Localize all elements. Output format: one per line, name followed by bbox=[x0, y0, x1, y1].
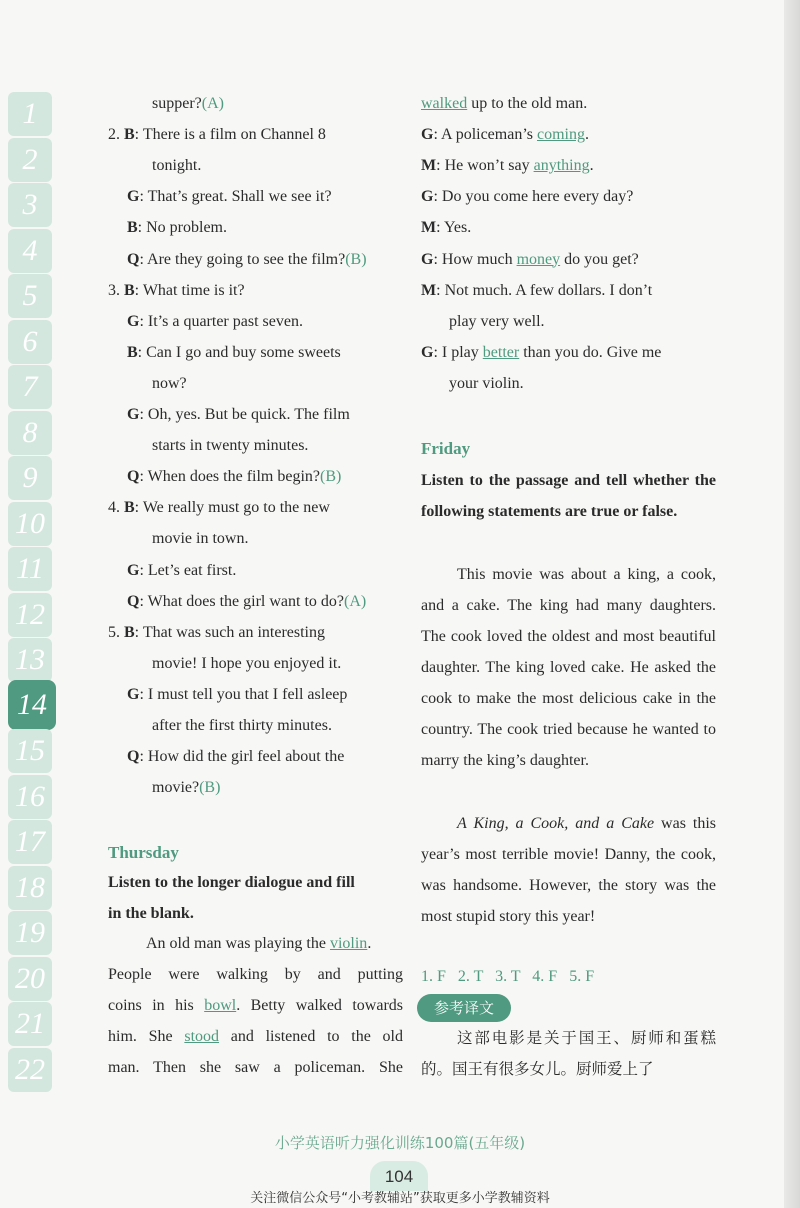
dialogue-text: When does the film begin? bbox=[147, 468, 320, 486]
dialogue-text: your violin. bbox=[449, 374, 524, 392]
dialogue-text: How did the girl feel about the bbox=[147, 748, 345, 766]
unit-tab-5[interactable]: 5 bbox=[8, 274, 52, 318]
passage-line bbox=[108, 997, 403, 1015]
item-number: 5. bbox=[108, 623, 120, 641]
dialogue-line: B: No problem. bbox=[127, 219, 227, 237]
speaker-label: G bbox=[421, 188, 434, 206]
translation-text: 这部电影是关于国王、厨师和蛋糕的。国王有很多女儿。厨师爱上了 bbox=[421, 1029, 716, 1078]
dialogue-line: 4. B: We really must go to the new bbox=[108, 499, 330, 517]
dialogue-text: . bbox=[585, 126, 589, 144]
dialogue-text: I must tell you that I fell asleep bbox=[147, 685, 348, 703]
dialogue-text: Oh, yes. But be quick. The film bbox=[147, 406, 350, 423]
passage-text: People were walking by and putting bbox=[108, 966, 403, 983]
dialogue-line: Q: Are they going to see the film?(B) bbox=[127, 250, 367, 268]
dialogue-line bbox=[152, 779, 220, 797]
filled-blank: anything bbox=[533, 157, 590, 175]
unit-tab-strip bbox=[8, 92, 56, 1092]
dialogue-text: There is a film on Channel 8 bbox=[142, 126, 326, 144]
dialogue-line bbox=[152, 95, 224, 113]
passage-line bbox=[108, 1028, 403, 1046]
answer-choice: (A) bbox=[344, 592, 367, 610]
passage-line bbox=[108, 966, 403, 984]
speaker-label: G bbox=[421, 343, 434, 361]
passage-line bbox=[108, 1059, 403, 1077]
dialogue-text: than you do. Give me bbox=[519, 343, 662, 361]
speaker-label: G bbox=[421, 250, 434, 268]
dialogue-text: How much bbox=[441, 250, 517, 268]
dialogue-text: Do you come here every day? bbox=[441, 188, 634, 206]
dialogue-line: G: It’s a quarter past seven. bbox=[127, 312, 303, 330]
dialogue-line: G: Do you come here every day? bbox=[421, 188, 634, 206]
dialogue-line: G: I must tell you that I fell asleep bbox=[127, 685, 348, 703]
unit-tab-1[interactable]: 1 bbox=[8, 92, 52, 136]
dialogue-line bbox=[449, 313, 545, 331]
unit-tab-4[interactable]: 4 bbox=[8, 229, 52, 273]
unit-tab-11[interactable]: 11 bbox=[8, 547, 52, 591]
dialogue-text: What does the girl want to do? bbox=[147, 592, 344, 610]
passage-text: An old man was playing the bbox=[146, 935, 330, 952]
dialogue-text: do you get? bbox=[560, 250, 639, 268]
dialogue-text: Are they going to see the film? bbox=[147, 250, 346, 268]
filled-blank: coming bbox=[537, 126, 585, 144]
speaker-label: M bbox=[421, 281, 437, 299]
speaker-label: Q bbox=[127, 468, 140, 486]
filled-blank: walked bbox=[421, 95, 468, 112]
dialogue-text: play very well. bbox=[449, 312, 545, 330]
dialogue-line bbox=[152, 437, 308, 455]
unit-tab-19[interactable]: 19 bbox=[8, 911, 52, 955]
dialogue-line: G: That’s great. Shall we see it? bbox=[127, 188, 332, 206]
speaker-label: G bbox=[127, 312, 140, 330]
dialogue-text: Let’s eat first. bbox=[147, 561, 237, 579]
answer-choice: (B) bbox=[199, 779, 221, 797]
speaker-label: Q bbox=[127, 250, 140, 268]
answer-choice: (A) bbox=[201, 95, 224, 112]
unit-tab-8[interactable]: 8 bbox=[8, 411, 52, 455]
dialogue-line: M: Yes. bbox=[421, 219, 472, 237]
dialogue-line: Q: What does the girl want to do?(A) bbox=[127, 592, 367, 610]
dialogue-text: That’s great. Shall we see it? bbox=[147, 188, 332, 206]
unit-tab-6[interactable]: 6 bbox=[8, 320, 52, 364]
thursday-heading: Thursday bbox=[108, 843, 179, 862]
dialogue-text: We really must go to the new bbox=[142, 499, 330, 517]
passage-text: . bbox=[367, 935, 372, 952]
unit-tab-12[interactable]: 12 bbox=[8, 593, 52, 637]
unit-tab-9[interactable]: 9 bbox=[8, 456, 52, 500]
dialogue-line bbox=[449, 375, 524, 393]
filled-blank: better bbox=[482, 343, 520, 361]
speaker-label: G bbox=[127, 685, 140, 703]
dialogue-text: No problem. bbox=[146, 219, 227, 237]
dialogue-text: A policeman’s bbox=[441, 126, 537, 144]
dialogue-line bbox=[152, 530, 248, 548]
page-edge bbox=[784, 0, 800, 1208]
answer-choice: (B) bbox=[345, 250, 367, 268]
dialogue-line: G: Let’s eat first. bbox=[127, 561, 237, 579]
dialogue-text: Not much. A few dollars. I don’t bbox=[444, 281, 653, 299]
dialogue-line: G: How much money do you get? bbox=[421, 250, 639, 268]
passage-text: . Betty walked towards bbox=[236, 997, 403, 1014]
speaker-label: G bbox=[127, 188, 140, 206]
unit-tab-15[interactable]: 15 bbox=[8, 729, 52, 773]
filled-blank: money bbox=[516, 250, 561, 268]
dialogue-text: It’s a quarter past seven. bbox=[147, 312, 303, 330]
footer-note: 关注微信公众号“小考教辅站”获取更多小学教辅资料 bbox=[250, 1191, 550, 1206]
dialogue-line: Q: When does the film begin?(B) bbox=[127, 468, 342, 486]
answer-key: 1. F 2. T 3. T 4. F 5. F bbox=[421, 968, 595, 985]
speaker-label: M bbox=[421, 157, 437, 175]
friday-instruction: Listen to the passage and tell whether the following statements are true or false. bbox=[421, 472, 716, 520]
dialogue-line bbox=[421, 95, 587, 113]
dialogue-line: G: A policeman’s coming. bbox=[421, 126, 589, 144]
filled-blank: bowl bbox=[204, 997, 237, 1014]
dialogue-line: 2. B: There is a film on Channel 8 bbox=[108, 126, 326, 144]
friday-passage-2 bbox=[421, 808, 716, 932]
dialogue-text: supper? bbox=[152, 95, 202, 112]
dialogue-line bbox=[152, 655, 341, 673]
page-number: 104 bbox=[370, 1161, 428, 1191]
speaker-label: Q bbox=[127, 592, 140, 610]
speaker-label: B bbox=[124, 623, 135, 641]
speaker-label: G bbox=[127, 561, 140, 579]
speaker-label: G bbox=[421, 126, 434, 144]
speaker-label: Q bbox=[127, 748, 140, 766]
dialogue-text: movie? bbox=[152, 779, 200, 797]
dialogue-text: tonight. bbox=[152, 157, 202, 175]
dialogue-line: G: I play better than you do. Give me bbox=[421, 343, 662, 361]
book-title: 小学英语听力强化训练100篇(五年级) bbox=[274, 1134, 526, 1152]
speaker-label: B bbox=[124, 281, 135, 299]
dialogue-line: M: Not much. A few dollars. I don’t bbox=[421, 281, 653, 299]
friday-heading: Friday bbox=[421, 439, 471, 458]
friday-passage-2-text: was this year’s most terrible movie! Danny, the cook, was handsome. However, the story was the most stupid story this year! bbox=[421, 815, 716, 925]
passage-text: coins in his bbox=[108, 997, 205, 1014]
dialogue-text: now? bbox=[152, 374, 187, 392]
dialogue-line: 3. B: What time is it? bbox=[108, 281, 245, 299]
speaker-label: B bbox=[127, 219, 138, 237]
unit-tab-17[interactable]: 17 bbox=[8, 820, 52, 864]
dialogue-line bbox=[152, 717, 332, 735]
dialogue-text: starts in twenty minutes. bbox=[152, 437, 309, 455]
dialogue-line bbox=[152, 157, 201, 175]
filled-blank: stood bbox=[184, 1028, 220, 1045]
unit-tab-16[interactable]: 16 bbox=[8, 775, 52, 819]
reference-translation-badge: 参考译文 bbox=[417, 994, 511, 1022]
unit-tab-20[interactable]: 20 bbox=[8, 957, 52, 1001]
dialogue-text: after the first thirty minutes. bbox=[152, 717, 332, 734]
dialogue-text: I play bbox=[441, 343, 483, 361]
friday-passage: This movie was about a king, a cook, and a cake. The king had many daughters. The cook loved the oldest and most beautiful daughter. The king loved cake. He asked the cook to make the most delicious cake in the country. The cook tried because he wanted to marry the king’s daughter. bbox=[421, 566, 716, 769]
unit-tab-22[interactable]: 22 bbox=[8, 1048, 52, 1092]
movie-title: A King, a Cook, and a Cake bbox=[457, 815, 655, 832]
dialogue-line: M: He won’t say anything. bbox=[421, 157, 594, 175]
dialogue-line: 5. B: That was such an interesting bbox=[108, 623, 325, 641]
dialogue-text: Can I go and buy some sweets bbox=[146, 343, 341, 361]
unit-tab-3[interactable]: 3 bbox=[8, 183, 52, 227]
answer-choice: (B) bbox=[320, 468, 342, 486]
dialogue-text: movie! I hope you enjoyed it. bbox=[152, 654, 342, 672]
filled-blank: violin bbox=[329, 935, 368, 952]
unit-tab-18[interactable]: 18 bbox=[8, 866, 52, 910]
unit-tab-2[interactable]: 2 bbox=[8, 138, 52, 182]
unit-tab-13[interactable]: 13 bbox=[8, 638, 52, 682]
dialogue-text: Yes. bbox=[443, 219, 472, 237]
item-number: 2. bbox=[108, 126, 120, 144]
dialogue-text: up to the old man. bbox=[467, 95, 588, 112]
dialogue-line bbox=[152, 375, 187, 393]
passage-line bbox=[146, 935, 403, 953]
speaker-label: B bbox=[124, 499, 135, 517]
passage-text: him. She bbox=[108, 1028, 185, 1045]
passage-text: man. Then she saw a policeman. She bbox=[108, 1059, 403, 1076]
unit-tab-10[interactable]: 10 bbox=[8, 502, 52, 546]
dialogue-text: That was such an interesting bbox=[142, 623, 325, 641]
dialogue-text: movie in town. bbox=[152, 530, 249, 548]
thursday-instruction-line2: in the blank. bbox=[108, 905, 194, 922]
unit-tab-14[interactable]: 14 bbox=[8, 680, 56, 730]
speaker-label: G bbox=[127, 406, 140, 423]
dialogue-line: B: Can I go and buy some sweets bbox=[127, 343, 341, 361]
dialogue-line: Q: How did the girl feel about the bbox=[127, 748, 345, 766]
dialogue-line: G: Oh, yes. But be quick. The film bbox=[127, 406, 350, 423]
item-number: 3. bbox=[108, 281, 120, 299]
dialogue-text: . bbox=[589, 157, 594, 175]
passage-text: and listened to the old bbox=[219, 1028, 403, 1045]
speaker-label: M bbox=[421, 219, 437, 237]
thursday-instruction-line1: Listen to the longer dialogue and fill bbox=[108, 874, 355, 891]
speaker-label: B bbox=[127, 343, 138, 361]
item-number: 4. bbox=[108, 499, 120, 517]
dialogue-text: He won’t say bbox=[444, 157, 534, 175]
unit-tab-21[interactable]: 21 bbox=[8, 1002, 52, 1046]
unit-tab-7[interactable]: 7 bbox=[8, 365, 52, 409]
speaker-label: B bbox=[124, 126, 135, 144]
dialogue-text: What time is it? bbox=[142, 281, 245, 299]
